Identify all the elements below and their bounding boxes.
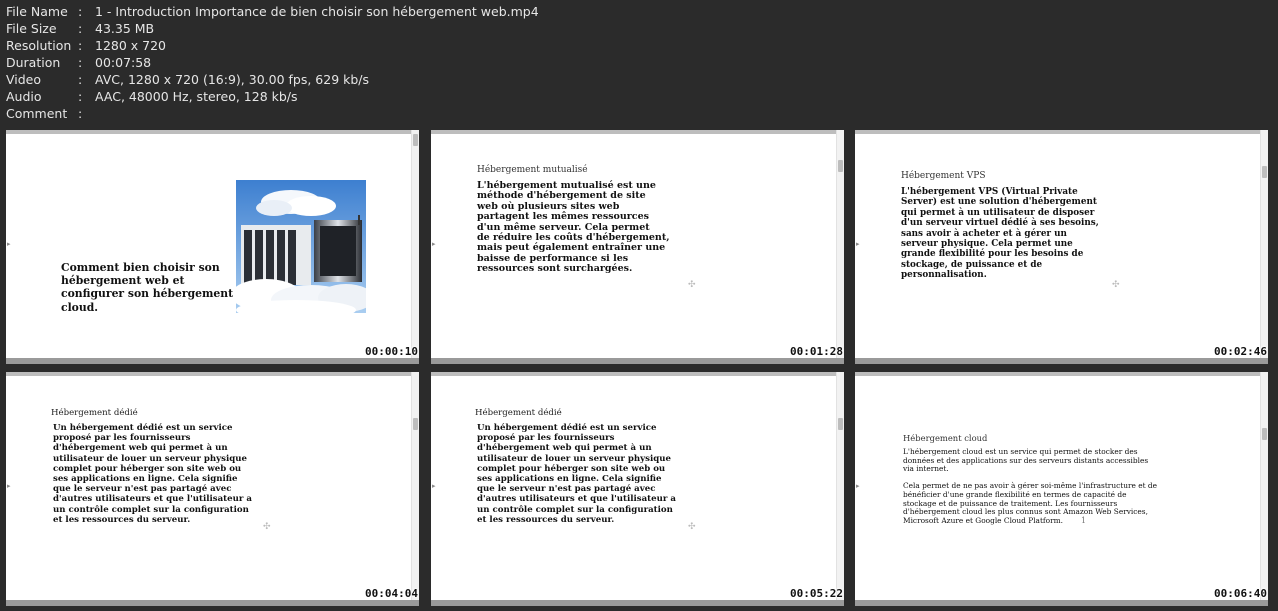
- info-separator: :: [78, 38, 83, 53]
- slide-text: Un hébergement dédié est un service proposé par les fournisseurs d'hébergement web qui permet à un utilisateur de louer un serveur physique complet pour héberger son site web ou ses applications en ligne. Cela signifie que le serveur n'est pas partagé avec d'autres utilisateurs et que l'utilisateur a un contrôle complet sur la configuration et les ressources du serveur.: [477, 423, 676, 525]
- info-row-comment: [6, 105, 539, 122]
- info-value: 1280 x 720: [95, 38, 167, 53]
- info-value: 43.35 MB: [95, 21, 155, 36]
- info-label: File Size: [6, 21, 57, 36]
- slide-scrollbar: [836, 130, 844, 358]
- info-row-video: [6, 71, 539, 88]
- edge-marker-icon: ▸: [432, 240, 436, 248]
- timestamp: 00:05:22: [790, 587, 843, 600]
- thumbnail-4[interactable]: [6, 372, 419, 606]
- slide-scrollbar: [1260, 130, 1268, 358]
- info-row-duration: [6, 54, 539, 71]
- thumbnail-top-bar: [431, 130, 844, 134]
- info-label: Duration: [6, 55, 61, 70]
- info-value: 00:07:58: [95, 55, 152, 70]
- thumbnail-6[interactable]: [855, 372, 1268, 606]
- timestamp: 00:02:46: [1214, 345, 1267, 358]
- slide-scrollbar: [836, 372, 844, 600]
- cursor-crosshair-icon: ✣: [1112, 280, 1120, 290]
- cursor-crosshair-icon: ✣: [688, 522, 696, 532]
- timestamp: 00:04:04: [365, 587, 418, 600]
- slide-text: L'hébergement cloud est un service qui permet de stocker des données et des applications sur des serveurs distants accessibles via internet. Cela permet de ne pas avoir à gérer soi-même l'infrastructure et de bénéficier d'une grande flexibilité en termes de capacité de stockage et de puissance de traitement. Les fournisseurs d'hébergement cloud les plus connus sont Amazon Web Services, Microsoft Azure et Google Cloud Platform.: [903, 447, 1158, 525]
- cloud-server-image: [236, 180, 366, 313]
- thumbnail-2[interactable]: [431, 130, 844, 364]
- edge-marker-icon: ▸: [7, 482, 11, 490]
- slide-text: Un hébergement dédié est un service proposé par les fournisseurs d'hébergement web qui permet à un utilisateur de louer un serveur physique complet pour héberger son site web ou ses applications en ligne. Cela signifie que le serveur n'est pas partagé avec d'autres utilisateurs et que l'utilisateur a un contrôle complet sur la configuration et les ressources du serveur.: [53, 423, 252, 525]
- info-separator: :: [78, 106, 83, 121]
- info-row-file-name: [6, 3, 539, 20]
- slide-scrollbar: [411, 130, 419, 358]
- thumbnail-top-bar: [6, 130, 419, 134]
- info-label: File Name: [6, 4, 68, 19]
- edge-marker-icon: ▸: [7, 240, 11, 248]
- info-label: Resolution: [6, 38, 72, 53]
- info-value: AAC, 48000 Hz, stereo, 128 kb/s: [95, 89, 298, 104]
- info-separator: :: [78, 89, 83, 104]
- slide-text: L'hébergement VPS (Virtual Private Server) est une solution d'hébergement qui permet à un utilisateur de disposer d'un serveur virtuel dédié à ses besoins, sans avoir à acheter et à gérer un serveur physique. Cela permet une grande flexibilité pour les besoins de stockage, de puissance et de personnalisation.: [901, 187, 1099, 281]
- cursor-crosshair-icon: ✣: [688, 280, 696, 290]
- thumbnail-3[interactable]: [855, 130, 1268, 364]
- slide-title: Hébergement dédié: [51, 408, 138, 418]
- file-info-panel: [6, 3, 539, 122]
- slide-title: Hébergement mutualisé: [477, 165, 588, 175]
- info-separator: :: [78, 4, 83, 19]
- info-separator: :: [78, 72, 83, 87]
- info-separator: :: [78, 55, 83, 70]
- slide-text: Comment bien choisir son hébergement web et configurer son hébergement cloud.: [61, 261, 234, 314]
- slide-scrollbar: [1260, 372, 1268, 600]
- slide-text: L'hébergement mutualisé est une méthode d'hébergement de site web où plusieurs sites web partagent les mêmes ressources d'un même serveur. Cela permet de réduire les coûts d'hébergement, mais peut également entraîner une baisse de performance si les ressources sont surchargées.: [477, 180, 670, 275]
- timestamp: 00:01:28: [790, 345, 843, 358]
- info-row-audio: [6, 88, 539, 105]
- edge-marker-icon: ▸: [856, 482, 860, 490]
- thumbnail-top-bar: [431, 372, 844, 376]
- timestamp: 00:06:40: [1214, 587, 1267, 600]
- slide-title: Hébergement dédié: [475, 408, 562, 418]
- thumbnail-top-bar: [6, 372, 419, 376]
- thumbnail-1[interactable]: [6, 130, 419, 364]
- info-label: Video: [6, 72, 42, 87]
- info-row-resolution: [6, 37, 539, 54]
- timestamp: 00:00:10: [365, 345, 418, 358]
- cursor-crosshair-icon: ✣: [263, 522, 271, 532]
- edge-marker-icon: ▸: [432, 482, 436, 490]
- slide-title: Hébergement VPS: [901, 171, 986, 181]
- thumbnail-5[interactable]: [431, 372, 844, 606]
- slide-title: Hébergement cloud: [903, 433, 988, 443]
- page-marker: 1: [1081, 516, 1087, 525]
- info-value: 1 - Introduction Importance de bien choisir son hébergement web.mp4: [95, 4, 539, 19]
- info-separator: :: [78, 21, 83, 36]
- info-label: Audio: [6, 89, 42, 104]
- edge-marker-icon: ▸: [856, 240, 860, 248]
- info-label: Comment: [6, 106, 68, 121]
- thumbnail-top-bar: [855, 130, 1268, 134]
- thumbnail-top-bar: [855, 372, 1268, 376]
- info-value: AVC, 1280 x 720 (16:9), 30.00 fps, 629 kb/s: [95, 72, 370, 87]
- slide-scrollbar: [411, 372, 419, 600]
- info-row-file-size: [6, 20, 539, 37]
